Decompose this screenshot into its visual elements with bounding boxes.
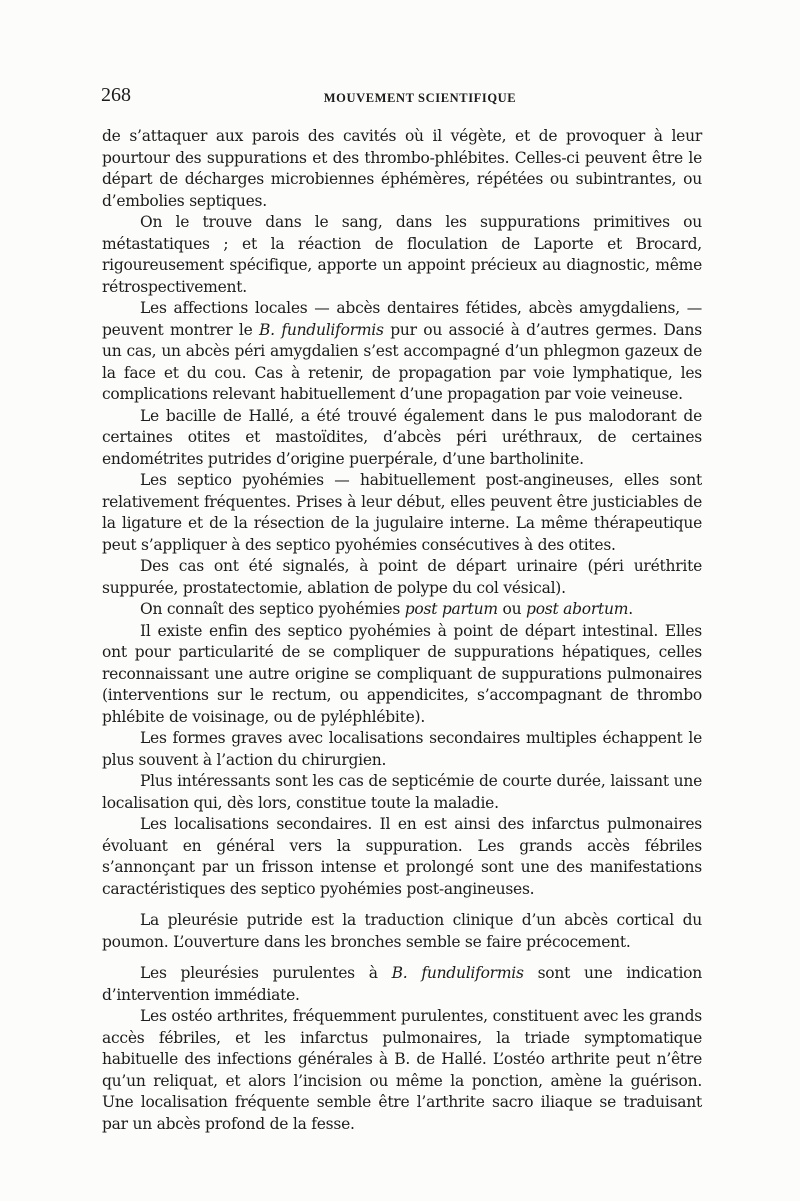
text-run: Les affections locales — abcès dentaires fétides, abcès amygdaliens, — peuvent montrer le [102, 299, 702, 339]
paragraph [102, 963, 702, 1006]
paragraph: Les formes graves avec localisations secondaires multiples échappent le plus souvent à l’action du chirurgien. [102, 729, 702, 769]
paragraph: Plus intéressants sont les cas de septicémie de courte durée, laissant une localisation qui, dès lors, constitue toute la maladie. [102, 772, 702, 812]
italic-term: B. funduliformis [259, 320, 384, 339]
paragraph: Les septico pyohémies — habituellement post-angineuses, elles sont relativement fréquentes. Prises à leur début, elles peuvent être justiciables de la ligature et de la résection de la jugulaire interne. La même thérapeutique peut s’appliquer à des septico pyohémies consécutives à des otites. [102, 471, 702, 554]
text-run: On connaît des septico pyohémies [140, 600, 405, 618]
paragraph: Il existe enfin des septico pyohémies à point de départ intestinal. Elles ont pour particularité de se compliquer de suppurations hépatiques, celles reconnaissant une autre origine se compliquant de suppurations pulmonaires (interventions sur le rectum, ou appendicites, s’accompagnant de thrombo phlébite de voisinage, ou de pyléphlébite). [102, 621, 702, 726]
paragraph [102, 298, 702, 406]
italic-term: post abortum [526, 600, 629, 618]
paragraph [102, 599, 702, 621]
text-run: pur ou associé à d’autres germes. Dans un cas, un abcès péri amygdalien s’est accompagné d’un phlegmon gazeux de la face et du cou. Cas à retenir, de propagation par voie lymphatique, les complications relevant habituellement d’une propagation par voie veineuse. [102, 320, 702, 403]
running-title: MOUVEMENT SCIENTIFIQUE [323, 91, 517, 105]
text-run: . [628, 600, 633, 618]
paragraph: Les ostéo arthrites, fréquemment purulentes, constituent avec les grands accès fébriles, et les infarctus pulmonaires, la triade symptomatique habituelle des infections générales à B. de Hallé. L’ostéo arthrite peut n’être qu’un reliquat, et alors l’incision ou même la ponction, amène la guérison. Une localisation fréquente semble être l’arthrite sacro iliaque se traduisant par un abcès profond de la fesse. [102, 1007, 702, 1133]
text-run: ou [497, 600, 527, 618]
page-number: 268 [101, 84, 131, 106]
paragraph: Les localisations secondaires. Il en est ainsi des infarctus pulmonaires évoluant en général vers la suppuration. Les grands accès fébriles s’annonçant par un frisson intense et prolongé sont une des manifestations caractéristiques des septico pyohémies post-angineuses. [102, 815, 702, 898]
paragraph: La pleurésie putride est la traduction clinique d’un abcès cortical du poumon. L’ouverture dans les bronches semble se faire précocement. [102, 911, 702, 951]
paragraph: Le bacille de Hallé, a été trouvé également dans le pus malodorant de certaines otites et mastoïdites, d’abcès péri uréthraux, de certaines endométrites putrides d’origine puerpérale, d’une bartholinite. [102, 406, 702, 468]
text-run: sont une indication d’intervention immédiate. [102, 964, 702, 1004]
text-run: Les pleurésies purulentes à [140, 964, 392, 982]
body-text [102, 126, 702, 1135]
paragraph: On le trouve dans le sang, dans les suppurations primitives ou métastatiques ; et la réaction de floculation de Laporte et Brocard, rigoureusement spécifique, apporte un appoint précieux au diagnostic, même rétrospectivement. [102, 213, 702, 296]
paragraph: Des cas ont été signalés, à point de départ urinaire (péri uréthrite suppurée, prostatectomie, ablation de polype du col vésical). [102, 557, 702, 597]
paragraph: de s’attaquer aux parois des cavités où il végète, et de provoquer à leur pourtour des suppurations et des thrombo-phlébites. Celles-ci peuvent être le départ de décharges microbiennes éphémères, répétées ou subintrantes, ou d’embolies septiques. [102, 127, 702, 210]
italic-term: post partum [404, 600, 498, 618]
italic-term: B. funduliformis [391, 964, 524, 982]
